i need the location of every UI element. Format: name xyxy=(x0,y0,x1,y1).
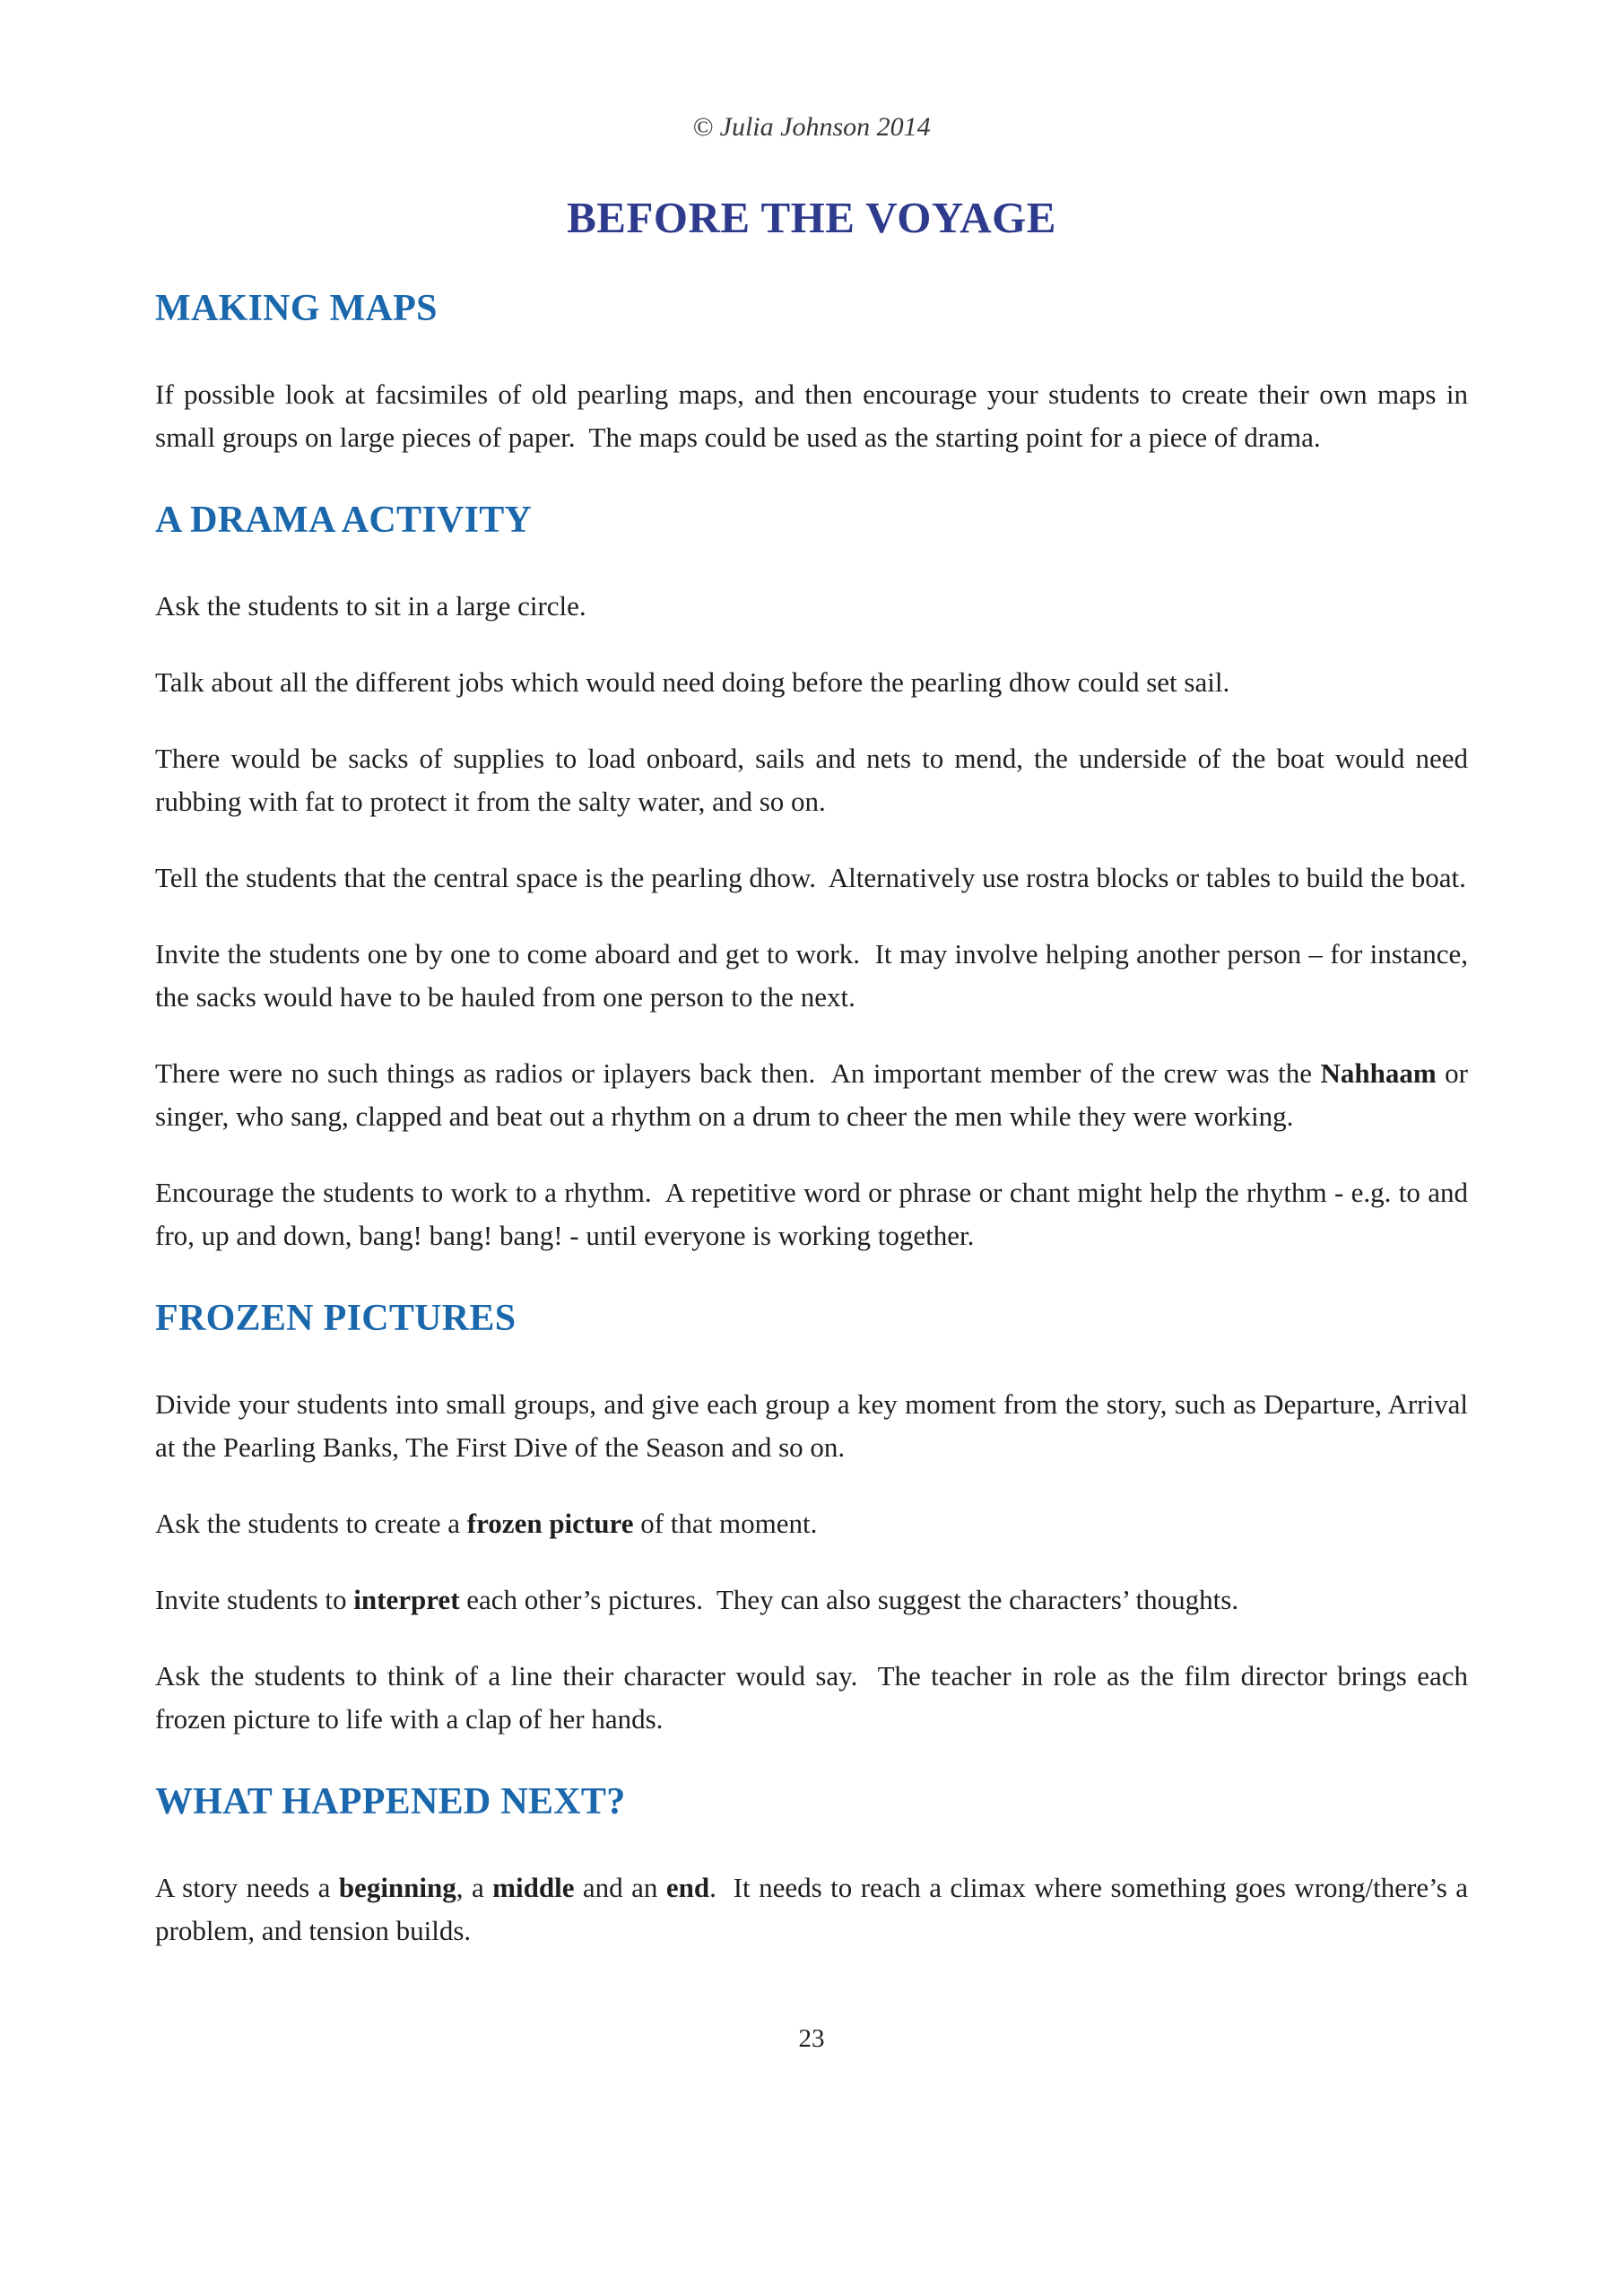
section-frozen-pictures xyxy=(155,1293,1475,1741)
paragraph: If possible look at facsimiles of old pearling maps, and then encourage your students to create their own maps in small groups on large pieces of paper. The maps could be used as the starting point for a piece of drama. xyxy=(155,378,1475,453)
paragraph: A story needs a beginning, a middle and an end. It needs to reach a climax where something goes wrong/there’s a problem, and tension builds. xyxy=(155,1872,1475,1946)
page-number: 23 xyxy=(798,2024,825,2053)
paragraph: Invite students to interpret each other’s pictures. They can also suggest the characters’ thoughts. xyxy=(155,1584,1239,1615)
paragraph: Encourage the students to work to a rhythm. A repetitive word or phrase or chant might help the rhythm - e.g. to and fro, up and down, bang! bang! bang! - until everyone is working together. xyxy=(155,1177,1475,1251)
section-heading-a-drama-activity: A DRAMA ACTIVITY xyxy=(155,500,533,541)
paragraph: There were no such things as radios or iplayers back then. An important member of the crew was the Nahhaam or singer, who sang, clapped and beat out a rhythm on a drum to cheer the men while they were working. xyxy=(155,1057,1475,1132)
section-heading-frozen-pictures: FROZEN PICTURES xyxy=(155,1298,517,1339)
copyright-line: © Julia Johnson 2014 xyxy=(692,112,931,142)
paragraph: Divide your students into small groups, and give each group a key moment from the story, such as Departure, Arrival at the Pearling Banks, The First Dive of the Season and so on. xyxy=(155,1388,1475,1463)
paragraph: Talk about all the different jobs which would need doing before the pearling dhow could set sail. xyxy=(155,666,1230,698)
page-title: BEFORE THE VOYAGE xyxy=(567,193,1056,242)
paragraph: Tell the students that the central space is the pearling dhow. Alternatively use rostra blocks or tables to build the boat. xyxy=(155,862,1466,893)
section-heading-making-maps: MAKING MAPS xyxy=(155,288,438,329)
paragraph: Invite the students one by one to come aboard and get to work. It may involve helping another person – for instance, the sacks would have to be hauled from one person to the next. xyxy=(155,938,1475,1013)
paragraph: There would be sacks of supplies to load onboard, sails and nets to mend, the underside of the boat would need rubbing with fat to protect it from the salty water, and so on. xyxy=(155,743,1475,817)
section-heading-what-happened-next: WHAT HAPPENED NEXT? xyxy=(155,1781,626,1822)
section-what-happened-next xyxy=(155,1777,1475,1952)
paragraph: Ask the students to sit in a large circle. xyxy=(155,590,586,622)
section-a-drama-activity xyxy=(155,495,1475,1257)
paragraph: Ask the students to think of a line their character would say. The teacher in role as the film director brings each frozen picture to life with a clap of her hands. xyxy=(155,1660,1475,1735)
section-making-maps xyxy=(155,283,1475,459)
paragraph: Ask the students to create a frozen picture of that moment. xyxy=(155,1508,818,1539)
